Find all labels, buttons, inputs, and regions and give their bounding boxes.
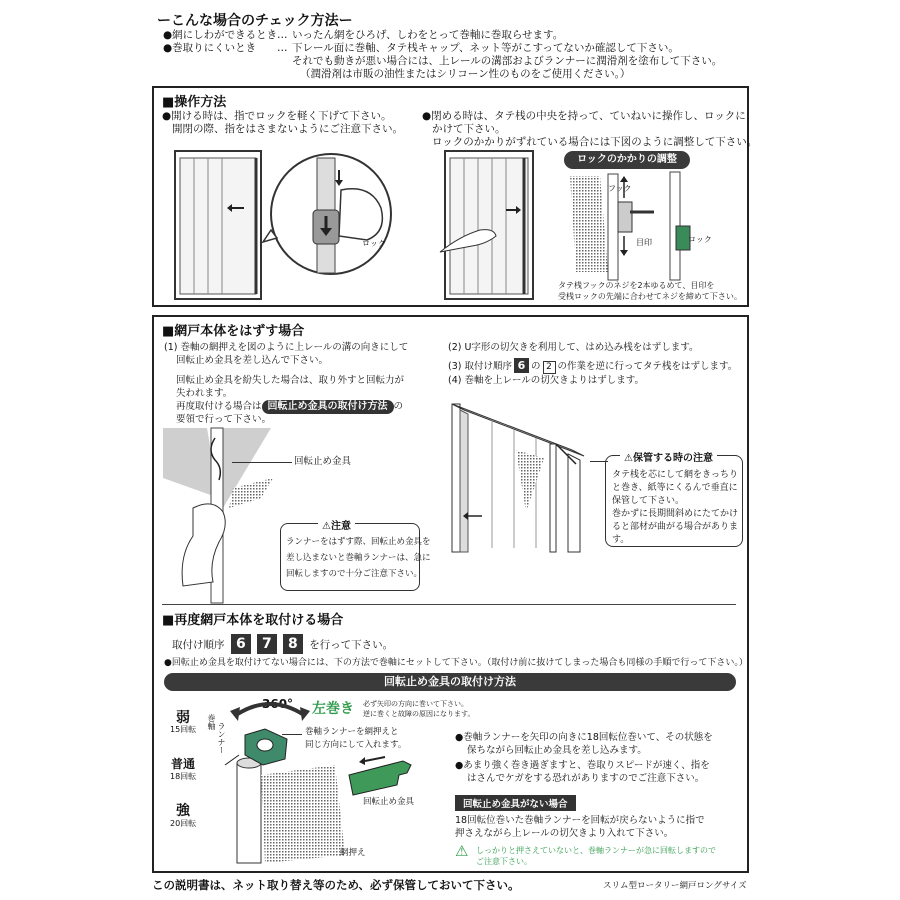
open-text-2: 開閉の際、指をはさまないようにご注意下さい。 (172, 123, 403, 135)
storage-line-2: と巻き、紙等にくるんで垂直に (612, 483, 738, 493)
rotate-arrow-icon (230, 693, 310, 727)
weak-label: 弱 (176, 710, 190, 726)
remove-s3-text (448, 358, 737, 374)
lock-label-2: ロック (688, 235, 712, 244)
adjust-note-2: 受桟ロックの先端に合わせてネジを締めて下さい。 (558, 292, 742, 301)
check-item1-text: いったん網をひろげ、しわをとって巻軸に巻取らせます。 (292, 29, 564, 41)
remove-s1-text-5b: の (393, 401, 404, 412)
normal-label: 普通 (171, 757, 196, 771)
adjust-title: ロックのかかりの調整 (564, 151, 690, 169)
reinstall-order-a: 取付け順序 (172, 639, 225, 651)
remove-s3-text-c: の作業を逆に行ってタテ桟をはずします。 (557, 361, 738, 372)
bullet-2-line-2: はさんでケガをする恐れがありますのでご注意下さい。 (467, 773, 705, 784)
warn-line-2: ご注意下さい。 (476, 857, 532, 866)
order-num-6: 6 (514, 358, 529, 373)
hook-label: フック (608, 184, 632, 193)
reinstall-order-b: を行って下さい。 (309, 639, 394, 651)
stopper-label: 回転止め金具 (363, 797, 415, 807)
open-text-1: ●開ける時は、指でロックを軽く下げて下さい。 (162, 110, 392, 122)
order-num-2: 2 (543, 361, 556, 374)
lock-adjust-illustration (570, 172, 730, 282)
bullet-2-line-1: ●あまり強く巻き過ぎますと、巻取りスピードが速く、指を (455, 760, 710, 771)
remove-s1-text-5 (176, 400, 403, 414)
remove-title: ■網戸本体をはずす場合 (162, 324, 305, 339)
left-wind-note-2: 逆に巻くと故障の原因になります。 (363, 710, 475, 718)
remove-s3-text-b: の (530, 361, 541, 372)
close-text-2: かけて下さい。 (432, 123, 506, 135)
close-text-3: ロックのかかりがずれている場合には下図のように調整して下さい。 (432, 136, 758, 148)
warning-icon-2: ⚠ (624, 453, 633, 464)
arrow-note-1: 巻軸ランナーを網押えと (305, 727, 399, 737)
storage-heading (620, 449, 717, 464)
left-wind-note-1: 必ず矢印の方向に巻いて下さい。 (363, 700, 468, 708)
no-stopper-line-2: 押さえながら上レールの切欠きより入れて下さい。 (455, 828, 674, 839)
reinstall-order (172, 634, 393, 654)
operation-title: ■操作方法 (162, 95, 227, 110)
caution-heading (318, 517, 355, 532)
weak-count: 15回転 (170, 725, 197, 734)
order-num-c: 8 (283, 634, 303, 654)
warn-line-1: しっかりと押さえていないと、巻軸ランナーが急に回転しますので (476, 846, 716, 855)
footer-product: スリム型ロータリー網戸ロングサイズ (603, 881, 747, 891)
storage-line-3: 保管して下さい。 (612, 496, 685, 506)
remove-s2-text: (2) U字形の切欠きを利用して、はめ込み桟をはずします。 (448, 342, 699, 353)
footer-keep: この説明書は、ネット取り替え等のため、必ず保管しておいて下さい。 (152, 878, 520, 892)
check-item2-sep: … (277, 42, 288, 54)
bullet-1-line-1: ●巻軸ランナーを矢印の向きに18回転位巻いて、その状態を (455, 732, 713, 743)
check-item2-text2: それでも動きが悪い場合には、上レールの溝部およびランナーに潤滑剤を塗布して下さい。 (292, 55, 723, 67)
order-num-a: 6 (231, 634, 251, 654)
stopper-clip-illustration (345, 755, 425, 795)
remove-stopper-label: 回転止め金具 (294, 456, 352, 467)
warning-icon: ⚠ (322, 521, 331, 532)
check-item1-label: ●網にしわができるとき (163, 29, 278, 41)
no-stopper-line-1: 18回転位巻いた巻軸ランナーを回転が戻らないように指で (455, 815, 705, 826)
remove-s1-text-1: (1) 巻軸の網押えを図のように上レールの溝の向きにして (164, 342, 409, 353)
close-text-1: ●閉める時は、タテ桟の中央を持って、ていねいに操作し、ロックに (422, 110, 746, 122)
remove-s1-text-4: 失われます。 (176, 388, 233, 399)
close-door-illustration (440, 150, 540, 300)
runner-label-2: ランナー (217, 722, 226, 754)
check-item2-text3: （潤滑剤は市販の油性またはシリコーン性のものをご使用ください。） (300, 68, 631, 80)
check-item2-text: 下レール面に巻軸、タテ桟キャップ、ネット等がこすってないか確認して下さい。 (292, 42, 679, 54)
check-item1-sep: … (277, 29, 288, 41)
reinstall-title: ■再度網戸本体を取付ける場合 (162, 613, 344, 628)
mark-label: 目印 (636, 238, 652, 247)
bullet-1-line-2: 保ちながら回転止め金具を差し込みます。 (467, 745, 647, 756)
open-door-illustration (174, 150, 264, 300)
normal-count: 18回転 (170, 772, 197, 781)
caution-title: 注意 (330, 521, 351, 532)
remove-s4-text: (4) 巻軸を上レールの切欠きよりはずします。 (448, 375, 645, 386)
storage-line-4: 巻かずに長期間斜めにたてかけ (612, 509, 739, 519)
storage-line-6: す。 (612, 535, 630, 545)
net-label: 網押え (340, 848, 366, 858)
left-wind-label: 左巻き (312, 701, 354, 717)
runner-label-1: 巻軸 (207, 714, 216, 730)
strong-count: 20回転 (170, 819, 197, 828)
caution-line-3: 回転しますので十分ご注意下さい。 (286, 569, 423, 579)
method-title: 回転止め金具の取付け方法 (164, 673, 736, 691)
strong-label: 強 (176, 803, 190, 819)
adjust-note-1: タテ桟フックのネジを2本ゆるめて、目印を (558, 281, 715, 290)
storage-line-1: タテ桟を芯にして網をきっちり (612, 470, 739, 480)
caution-line-2: 差し込まないと巻軸ランナーは、急に (286, 553, 431, 563)
arrow-note-2: 同じ方向にして入れます。 (305, 740, 407, 750)
caution-line-1: ランナーをはずす際、回転止め金具を (286, 537, 431, 547)
stopper-method-tag: 回転止め金具の取付け方法 (262, 400, 394, 414)
remove-runner-illustration (163, 428, 283, 608)
lock-label: ロック (362, 239, 386, 248)
green-warning-icon: ⚠ (455, 842, 469, 860)
storage-title: 保管する時の注意 (632, 453, 713, 464)
remove-s1-text-2: 回転止め金具を差し込んで下さい。 (176, 355, 329, 366)
frame-remove-illustration (452, 404, 592, 554)
remove-s1-text-3: 回転止め金具を紛失した場合は、取り外すと回転力が (176, 375, 405, 386)
storage-line-5: ると部材が曲がる場合がありま (612, 522, 739, 532)
deg-label: 360° (262, 697, 294, 711)
no-stopper-title: 回転止め金具がない場合 (455, 795, 576, 811)
reinstall-note: ●回転止め金具を取付けてない場合には、下の方法で巻軸にセットして下さい。（取付け前に抜けてしまった場合も同様の手順で行って下さい。） (164, 658, 748, 668)
order-num-b: 7 (257, 634, 277, 654)
check-item2-label: ●巻取りにくいとき (163, 42, 257, 54)
remove-s1-text-6: 要領で行って下さい。 (176, 414, 272, 425)
lock-zoom-circle (263, 150, 393, 280)
remove-s3-text-a: (3) 取付け順序 (448, 361, 512, 372)
check-title: ーこんな場合のチェック方法ー (157, 13, 353, 29)
remove-s1-text-5a: 再度取付ける場合は (176, 401, 262, 412)
